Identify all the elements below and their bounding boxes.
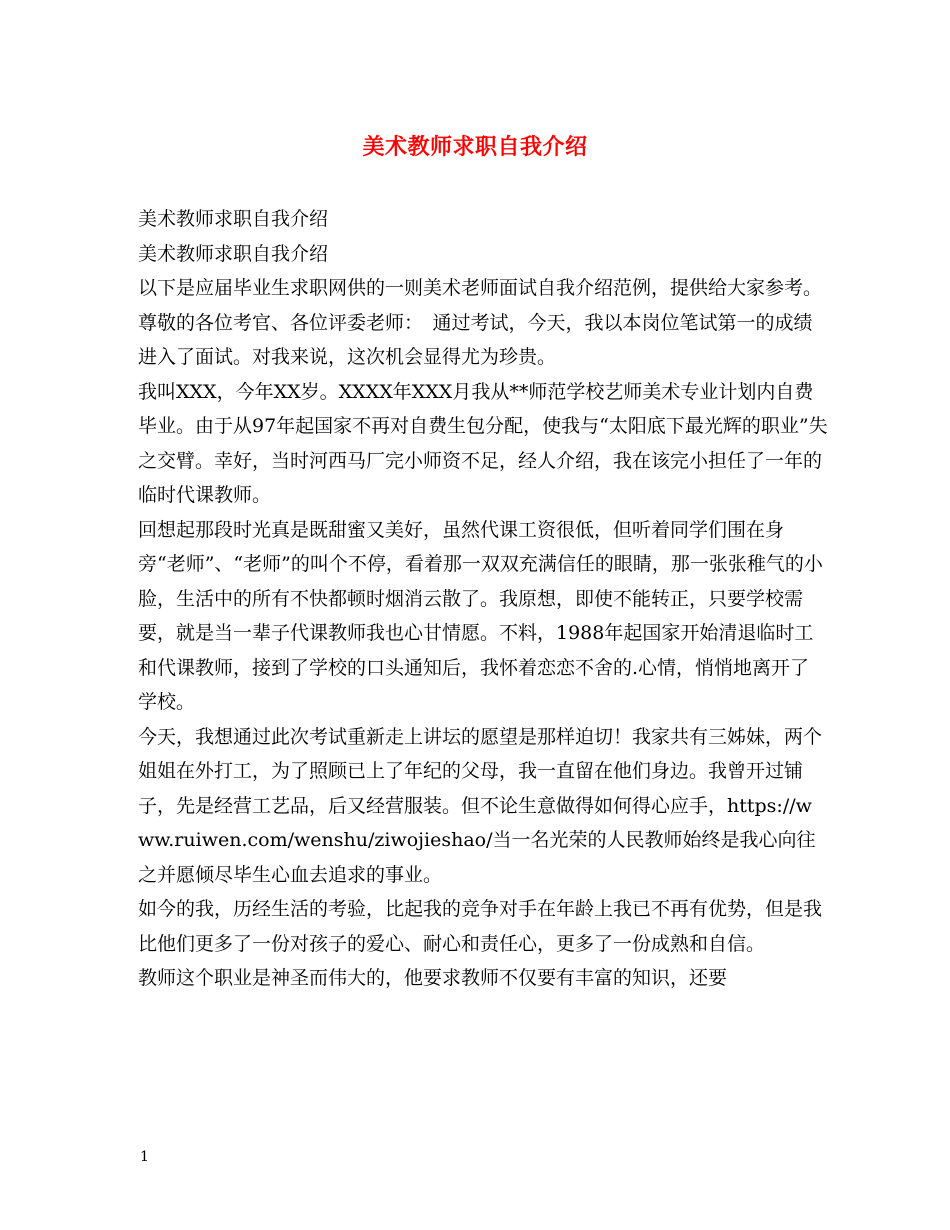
- paragraph-heading-2: 美术教师求职自我介绍: [138, 242, 329, 265]
- document-body: [138, 202, 828, 996]
- paragraph-background: 我叫XXX，今年XX岁。XXXX年XXX月我从**师范学校艺师美术专业计划内自费毕业。由于从97年起国家不再对自费生包分配，使我与“太阳底下最光辉的职业”失之交臂。幸好，当时河西马厂完小师资不足，经人介绍，我在该完小担任了一年的临时代课教师。: [138, 380, 828, 506]
- page-number: 1: [140, 1149, 149, 1165]
- paragraph-intro: 以下是应届毕业生求职网供的一则美术老师面试自我介绍范例，提供给大家参考。: [138, 277, 823, 299]
- paragraph-profession: 教师这个职业是神圣而伟大的，他要求教师不仅要有丰富的知识，还要: [138, 967, 728, 989]
- paragraph-memories: 回想起那段时光真是既甜蜜又美好，虽然代课工资很低，但听着同学们围在身旁“老师”、“老师”的叫个不停，看着那一双双充满信任的眼睛，那一张张稚气的小脸，生活中的所有不快都顿时烟消云散了。我原想，即使不能转正，只要学校需要，就是当一辈子代课教师我也心甘情愿。不料，1988年起国家开始清退临时工和代课教师，接到了学校的口头通知后，我怀着恋恋不舍的.心情，悄悄地离开了学校。: [138, 518, 823, 713]
- paragraph-aspiration: 今天，我想通过此次考试重新走上讲坛的愿望是那样迫切！我家共有三姊妹，两个姐姐在外打工，为了照顾已上了年纪的父母，我一直留在他们身边。我曾开过铺子，先是经营工艺品，后又经营服装。但不论生意做得如何得心应手，https://www.ruiwen.com/wenshu/ziwojieshao/当一名光荣的人民教师始终是我心向往之并愿倾尽毕生心血去追求的事业。: [138, 725, 823, 886]
- paragraph-strengths: 如今的我，历经生活的考验，比起我的竞争对手在年龄上我已不再有优势，但是我比他们更多了一份对孩子的爱心、耐心和责任心，更多了一份成熟和自信。: [138, 898, 823, 955]
- paragraph-greeting: 尊敬的各位考官、各位评委老师： 通过考试，今天，我以本岗位笔试第一的成绩进入了面试。对我来说，这次机会显得尤为珍贵。: [138, 311, 813, 368]
- document-title: 美术教师求职自我介绍: [362, 134, 588, 160]
- paragraph-heading-1: 美术教师求职自我介绍: [138, 208, 329, 230]
